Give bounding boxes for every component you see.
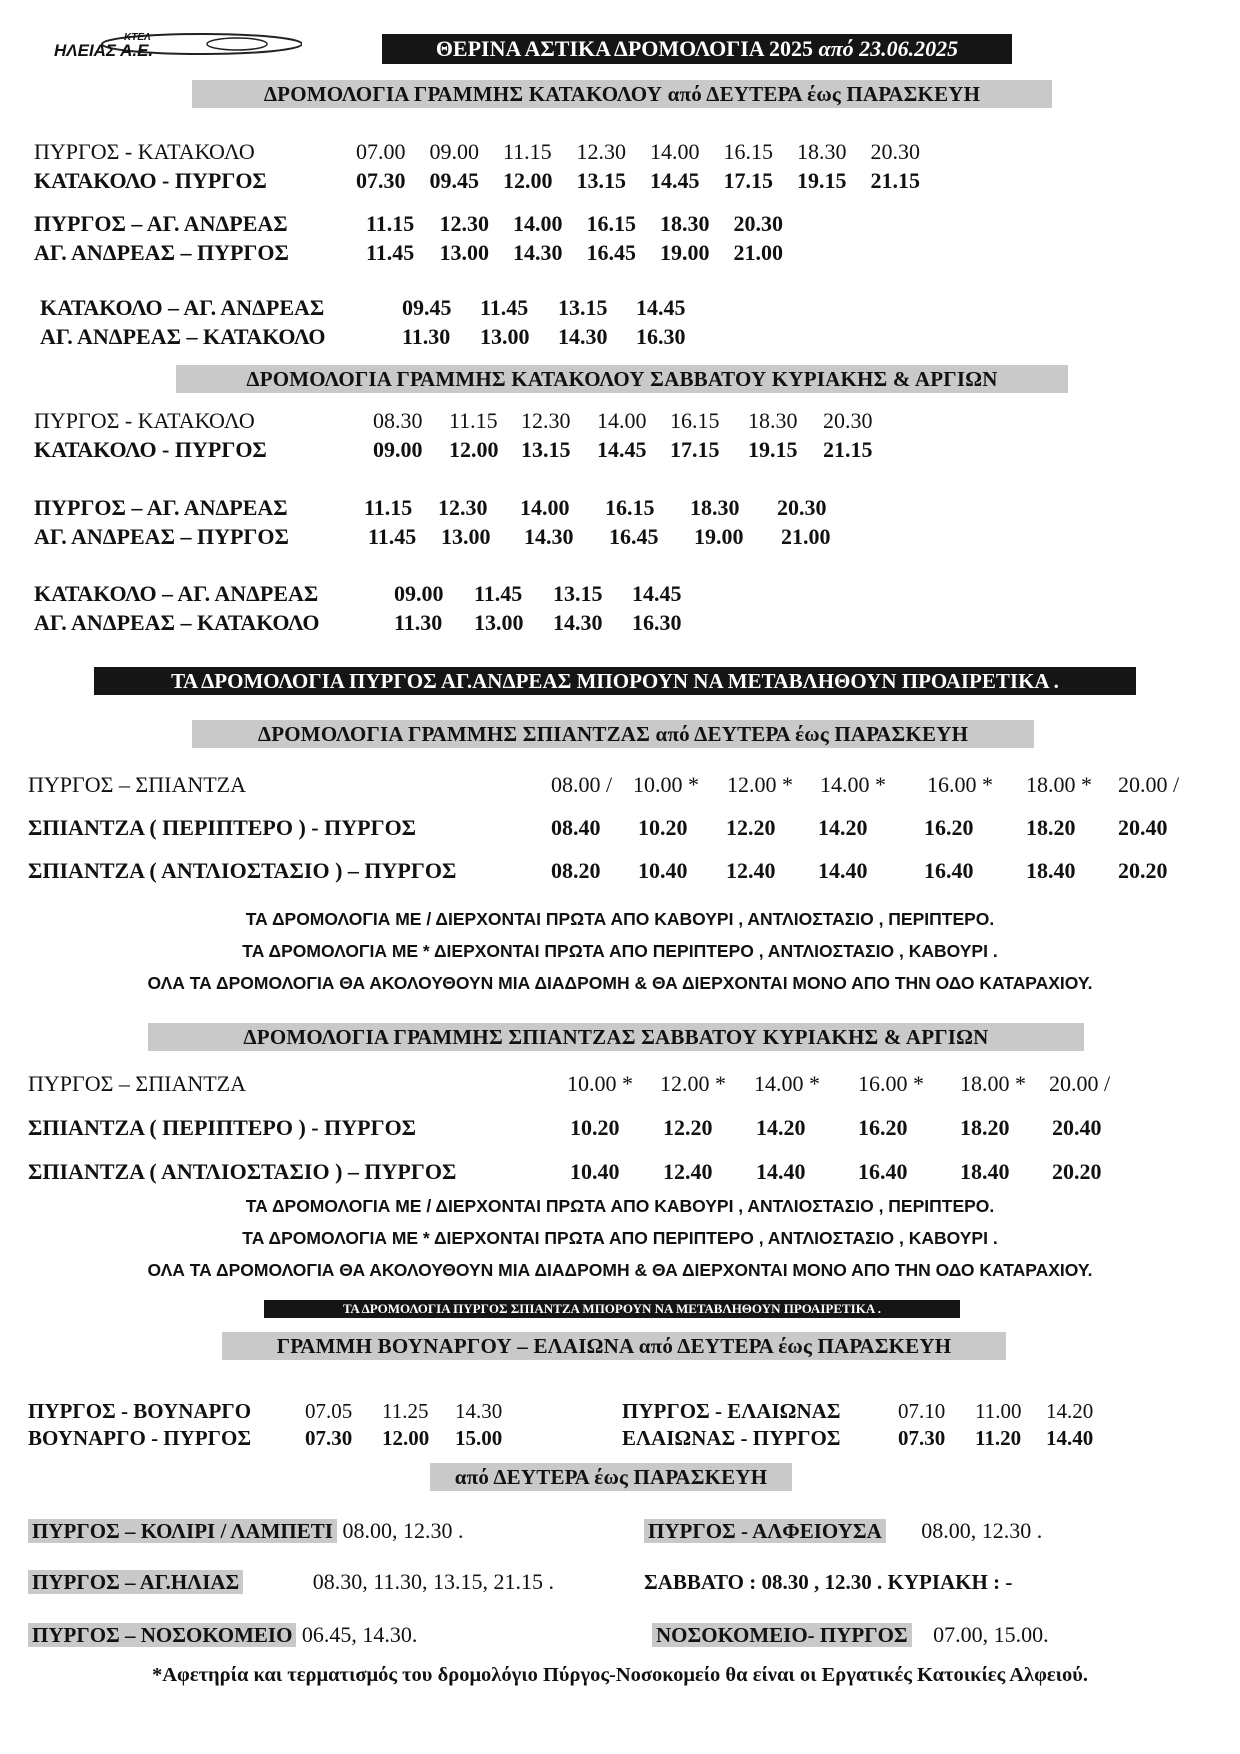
departure-time: 14.20: [818, 815, 868, 840]
departure-time: 13.15: [553, 581, 603, 606]
title-text: ΘΕΡΙΝΑ ΑΣΤΙΚΑ ΔΡΟΜΟΛΟΓΙΑ 2025: [435, 36, 813, 61]
departure-time: 07.30: [356, 168, 406, 193]
departure-time: 08.00 /: [551, 772, 613, 797]
footer-note: *Αφετηρία και τερματισμός του δρομολόγιο Πύργος-Νοσοκομείο θα είναι οι Εργατικές Κατοικίες Αλφειού.: [151, 1664, 1089, 1686]
departure-time: 14.00 *: [754, 1071, 820, 1096]
departure-time: 12.30: [439, 211, 489, 236]
departure-time: 09.00: [373, 437, 423, 462]
departure-time: 14.45: [650, 168, 700, 193]
hospital-back-line: [652, 1621, 1049, 1649]
departure-time: 09.45: [429, 168, 479, 193]
logo-line2: ΗΛΕΙΑΣ Α.Ε.: [54, 41, 154, 60]
departure-time: 16.15: [670, 408, 720, 433]
departure-time: 14.45: [636, 295, 686, 320]
route-label: ΠΥΡΓΟΣ – ΣΠΙΑΝΤΖΑ: [28, 1071, 246, 1096]
departure-time: 12.00: [382, 1426, 430, 1450]
departure-time: 19.00: [660, 240, 710, 265]
departure-time: 20.00 /: [1118, 772, 1180, 797]
departure-time: 20.30: [870, 139, 920, 164]
departure-time: 07.30: [305, 1426, 353, 1450]
spiantza-weekday-header: ΔΡΟΜΟΛΟΓΙΑ ΓΡΑΜΜΗΣ ΣΠΙΑΝΤΖΑΣ από ΔΕΥΤΕΡΑ έως ΠΑΡΑΣΚΕΥΗ: [192, 720, 1034, 748]
spiantza-notice: ΤΑ ΔΡΟΜΟΛΟΓΙΑ ΠΥΡΓΟΣ ΣΠΙΑΝΤΖΑ ΜΠΟΡΟΥΝ ΝΑ ΜΕΤΑΒΛΗΘΟΥΝ ΠΡΟΑΙΡΕΤΙΚΑ .: [264, 1300, 960, 1318]
route-label: ΠΥΡΓΟΣ - ΚΑΤΑΚΟΛΟ: [34, 139, 255, 164]
departure-time: 16.30: [632, 610, 682, 635]
departure-time: 20.40: [1052, 1115, 1102, 1140]
departure-time: 11.00: [975, 1399, 1022, 1423]
departure-time: 16.00 *: [927, 772, 993, 797]
departure-time: 12.00: [503, 168, 553, 193]
route-label: ΠΥΡΓΟΣ – ΣΠΙΑΝΤΖΑ: [28, 772, 246, 797]
departure-time: 12.00: [449, 437, 499, 462]
departure-time: 20.30: [777, 495, 827, 520]
departure-time: 13.15: [558, 295, 608, 320]
departure-time: 16.15: [723, 139, 773, 164]
departure-time: 16.40: [924, 858, 974, 883]
departure-time: 13.15: [521, 437, 571, 462]
departure-time: 18.30: [690, 495, 740, 520]
departure-time: 20.30: [733, 211, 783, 236]
departure-time: 16.20: [858, 1115, 908, 1140]
route-label: ΚΑΤΑΚΟΛΟ - ΠΥΡΓΟΣ: [34, 437, 267, 462]
vounargo-header: ΓΡΑΜΜΗ ΒΟΥΝΑΡΓΟΥ – ΕΛΑΙΩΝΑ από ΔΕΥΤΕΡΑ έως ΠΑΡΑΣΚΕΥΗ: [222, 1332, 1006, 1360]
departure-time: 12.30: [438, 495, 488, 520]
departure-time: 18.30: [660, 211, 710, 236]
spiantza-weekday-note-1: ΤΑ ΔΡΟΜΟΛΟΓΙΑ ΜΕ / ΔΙΕΡΧΟΝΤΑΙ ΠΡΩΤΑ ΑΠΟ ΚΑΒΟΥΡΙ , ΑΝΤΛΙΟΣΤΑΣΙΟ , ΠΕΡΙΠΤΕΡΟ.: [245, 909, 995, 929]
departure-time: 09.00: [429, 139, 479, 164]
departure-time: 14.20: [1046, 1399, 1094, 1423]
departure-time: 20.30: [823, 408, 873, 433]
departure-time: 11.45: [366, 240, 415, 265]
departure-time: 11.30: [394, 610, 443, 635]
departure-time: 20.20: [1052, 1159, 1102, 1184]
title-date: από 23.06.2025: [818, 36, 959, 61]
departure-time: 16.15: [586, 211, 636, 236]
departure-time: 17.15: [670, 437, 720, 462]
logo-line1: ΚΤΕΛ: [124, 32, 151, 43]
route-label: ΣΠΙΑΝΤΖΑ ( ΠΕΡΙΠΤΕΡΟ ) - ΠΥΡΓΟΣ: [28, 815, 417, 840]
departure-time: 16.30: [636, 324, 686, 349]
departure-time: 10.20: [570, 1115, 620, 1140]
departure-time: 14.00: [520, 495, 570, 520]
ilias-line: [28, 1568, 554, 1596]
route-label: ΣΠΙΑΝΤΖΑ ( ΑΝΤΛΙΟΣΤΑΣΙΟ ) – ΠΥΡΓΟΣ: [28, 1159, 457, 1184]
departure-time: 12.00 *: [727, 772, 793, 797]
departure-time: 07.30: [898, 1426, 946, 1450]
spiantza-weekday-note-2: ΤΑ ΔΡΟΜΟΛΟΓΙΑ ΜΕ * ΔΙΕΡΧΟΝΤΑΙ ΠΡΩΤΑ ΑΠΟ ΠΕΡΙΠΤΕΡΟ , ΑΝΤΛΙΟΣΤΑΣΙΟ , ΚΑΒΟΥΡΙ .: [242, 941, 998, 961]
route-label: ΑΓ. ΑΝΔΡΕΑΣ – ΠΥΡΓΟΣ: [34, 524, 289, 549]
departure-time: 18.40: [960, 1159, 1010, 1184]
departure-time: 08.40: [551, 815, 601, 840]
route-label: ΚΑΤΑΚΟΛΟ – ΑΓ. ΑΝΔΡΕΑΣ: [40, 295, 325, 320]
route-label: ΚΑΤΑΚΟΛΟ – ΑΓ. ΑΝΔΡΕΑΣ: [34, 581, 319, 606]
departure-time: 14.00 *: [820, 772, 886, 797]
departure-time: 19.15: [797, 168, 847, 193]
hospital-line: [28, 1621, 417, 1649]
route-label: ΑΓ. ΑΝΔΡΕΑΣ – ΚΑΤΑΚΟΛΟ: [34, 610, 320, 635]
departure-time: 10.40: [570, 1159, 620, 1184]
departure-time: 16.20: [924, 815, 974, 840]
departure-time: 18.20: [1026, 815, 1076, 840]
route-label: ΣΠΙΑΝΤΖΑ ( ΠΕΡΙΠΤΕΡΟ ) - ΠΥΡΓΟΣ: [28, 1115, 417, 1140]
departure-time: 14.40: [756, 1159, 806, 1184]
departure-time: 16.45: [586, 240, 636, 265]
route-label: ΕΛΑΙΩΝΑΣ - ΠΥΡΓΟΣ: [622, 1426, 841, 1450]
departure-time: 14.30: [455, 1399, 503, 1423]
departure-time: 13.00: [474, 610, 524, 635]
koliri-label: ΠΥΡΓΟΣ – ΚΟΛΙΡΙ / ΛΑΜΠΕΤΙ: [28, 1519, 337, 1543]
spiantza-weekday-note-3: ΟΛΑ ΤΑ ΔΡΟΜΟΛΟΓΙΑ ΘΑ ΑΚΟΛΟΥΘΟΥΝ ΜΙΑ ΔΙΑΔΡΟΜΗ & ΘΑ ΔΙΕΡΧΟΝΤΑΙ ΜΟΝΟ ΑΠΟ ΤΗΝ ΟΔΟ ΚΑΤΑΡΑΧΙΟΥ.: [147, 973, 1093, 993]
koliri-line: [28, 1517, 463, 1545]
departure-time: 19.00: [694, 524, 744, 549]
departure-time: 14.45: [597, 437, 647, 462]
departure-time: 12.40: [663, 1159, 713, 1184]
departure-time: 19.15: [748, 437, 798, 462]
spiantza-weekend-note-3: ΟΛΑ ΤΑ ΔΡΟΜΟΛΟΓΙΑ ΘΑ ΑΚΟΛΟΥΘΟΥΝ ΜΙΑ ΔΙΑΔΡΟΜΗ & ΘΑ ΔΙΕΡΧΟΝΤΑΙ ΜΟΝΟ ΑΠΟ ΤΗΝ ΟΔΟ ΚΑΤΑΡΑΧΙΟΥ.: [147, 1260, 1093, 1280]
ktel-logo: [52, 30, 302, 60]
departure-time: 14.40: [1046, 1426, 1094, 1450]
hospital-times: 06.45, 14.30.: [301, 1622, 418, 1647]
departure-time: 13.15: [576, 168, 626, 193]
departure-time: 14.00: [513, 211, 563, 236]
katakolo-weekday-header: ΔΡΟΜΟΛΟΓΙΑ ΓΡΑΜΜΗΣ ΚΑΤΑΚΟΛΟΥ από ΔΕΥΤΕΡΑ έως ΠΑΡΑΣΚΕΥΗ: [192, 80, 1052, 108]
departure-time: 14.00: [650, 139, 700, 164]
departure-time: 16.40: [858, 1159, 908, 1184]
departure-time: 16.15: [605, 495, 655, 520]
departure-time: 08.20: [551, 858, 601, 883]
departure-time: 11.15: [449, 408, 498, 433]
route-label: ΠΥΡΓΟΣ - ΒΟΥΝΑΡΓΟ: [28, 1399, 252, 1423]
departure-time: 07.10: [898, 1399, 946, 1423]
departure-time: 18.20: [960, 1115, 1010, 1140]
spiantza-weekend-header: ΔΡΟΜΟΛΟΓΙΑ ΓΡΑΜΜΗΣ ΣΠΙΑΝΤΖΑΣ ΣΑΒΒΑΤΟΥ ΚΥΡΙΑΚΗΣ & ΑΡΓΙΩΝ: [148, 1023, 1084, 1051]
departure-time: 18.00 *: [960, 1071, 1026, 1096]
departure-time: 12.20: [726, 815, 776, 840]
katakolo-notice: ΤΑ ΔΡΟΜΟΛΟΓΙΑ ΠΥΡΓΟΣ ΑΓ.ΑΝΔΡΕΑΣ ΜΠΟΡΟΥΝ ΝΑ ΜΕΤΑΒΛΗΘΟΥΝ ΠΡΟΑΙΡΕΤΙΚΑ .: [94, 667, 1136, 695]
alfeiousa-line: [644, 1517, 1042, 1545]
departure-time: 12.30: [576, 139, 626, 164]
route-label: ΚΑΤΑΚΟΛΟ - ΠΥΡΓΟΣ: [34, 168, 267, 193]
departure-time: 11.15: [366, 211, 415, 236]
alfeiousa-label: ΠΥΡΓΟΣ - ΑΛΦΕΙΟΥΣΑ: [644, 1519, 886, 1543]
departure-time: 21.15: [823, 437, 873, 462]
departure-time: 14.45: [632, 581, 682, 606]
departure-time: 18.30: [748, 408, 798, 433]
departure-time: 10.00 *: [567, 1071, 633, 1096]
departure-time: 07.00: [356, 139, 406, 164]
ilias-times: 08.30, 11.30, 13.15, 21.15 .: [312, 1569, 554, 1594]
route-label: ΠΥΡΓΟΣ - ΚΑΤΑΚΟΛΟ: [34, 408, 255, 433]
departure-time: 13.00: [441, 524, 491, 549]
departure-time: 13.00: [480, 324, 530, 349]
departure-time: 10.00 *: [633, 772, 699, 797]
departure-time: 21.00: [781, 524, 831, 549]
hospital-label: ΠΥΡΓΟΣ – ΝΟΣΟΚΟΜΕΙΟ: [28, 1623, 296, 1647]
departure-time: 09.00: [394, 581, 444, 606]
departure-time: 09.45: [402, 295, 452, 320]
departure-time: 07.05: [305, 1399, 353, 1423]
departure-time: 14.20: [756, 1115, 806, 1140]
other-lines-header: από ΔΕΥΤΕΡΑ έως ΠΑΡΑΣΚΕΥΗ: [430, 1463, 792, 1491]
departure-time: 14.30: [524, 524, 574, 549]
departure-time: 12.00 *: [660, 1071, 726, 1096]
departure-time: 15.00: [455, 1426, 503, 1450]
departure-time: 14.30: [553, 610, 603, 635]
spiantza-weekend-note-1: ΤΑ ΔΡΟΜΟΛΟΓΙΑ ΜΕ / ΔΙΕΡΧΟΝΤΑΙ ΠΡΩΤΑ ΑΠΟ ΚΑΒΟΥΡΙ , ΑΝΤΛΙΟΣΤΑΣΙΟ , ΠΕΡΙΠΤΕΡΟ.: [245, 1196, 995, 1216]
departure-time: 16.45: [609, 524, 659, 549]
departure-time: 18.40: [1026, 858, 1076, 883]
departure-time: 21.00: [733, 240, 783, 265]
departure-time: 11.45: [368, 524, 417, 549]
departure-time: 20.00 /: [1049, 1071, 1111, 1096]
departure-time: 12.30: [521, 408, 571, 433]
departure-time: 11.20: [975, 1426, 1022, 1450]
departure-time: 08.30: [373, 408, 423, 433]
departure-time: 10.40: [638, 858, 688, 883]
alfeiousa-times: 08.00, 12.30 .: [921, 1518, 1043, 1543]
departure-time: 20.20: [1118, 858, 1168, 883]
route-label: ΒΟΥΝΑΡΓΟ - ΠΥΡΓΟΣ: [28, 1426, 252, 1450]
route-label: ΑΓ. ΑΝΔΡΕΑΣ – ΚΑΤΑΚΟΛΟ: [40, 324, 326, 349]
route-label: ΠΥΡΓΟΣ – ΑΓ. ΑΝΔΡΕΑΣ: [34, 495, 288, 520]
departure-time: 18.00 *: [1026, 772, 1092, 797]
departure-time: 11.15: [503, 139, 552, 164]
bus-logo-icon: [52, 30, 302, 60]
koliri-times: 08.00, 12.30 .: [342, 1518, 464, 1543]
departure-time: 12.40: [726, 858, 776, 883]
hospital-back-times: 07.00, 15.00.: [933, 1622, 1049, 1647]
ilias-label: ΠΥΡΓΟΣ – ΑΓ.ΗΛΙΑΣ: [28, 1570, 243, 1594]
route-label: ΑΓ. ΑΝΔΡΕΑΣ – ΠΥΡΓΟΣ: [34, 240, 289, 265]
katakolo-weekend-header: ΔΡΟΜΟΛΟΓΙΑ ΓΡΑΜΜΗΣ ΚΑΤΑΚΟΛΟΥ ΣΑΒΒΑΤΟΥ ΚΥΡΙΑΚΗΣ & ΑΡΓΙΩΝ: [176, 365, 1068, 393]
departure-time: 14.30: [513, 240, 563, 265]
departure-time: 17.15: [723, 168, 773, 193]
departure-time: 13.00: [439, 240, 489, 265]
departure-time: 11.15: [364, 495, 413, 520]
route-label: ΠΥΡΓΟΣ - ΕΛΑΙΩΝΑΣ: [622, 1399, 841, 1423]
spiantza-weekend-note-2: ΤΑ ΔΡΟΜΟΛΟΓΙΑ ΜΕ * ΔΙΕΡΧΟΝΤΑΙ ΠΡΩΤΑ ΑΠΟ ΠΕΡΙΠΤΕΡΟ , ΑΝΤΛΙΟΣΤΑΣΙΟ , ΚΑΒΟΥΡΙ .: [242, 1228, 998, 1248]
departure-time: 14.00: [597, 408, 647, 433]
departure-time: 20.40: [1118, 815, 1168, 840]
departure-time: 11.45: [480, 295, 529, 320]
hospital-back-label: ΝΟΣΟΚΟΜΕΙΟ- ΠΥΡΓΟΣ: [652, 1623, 912, 1647]
departure-time: 12.20: [663, 1115, 713, 1140]
saturday-line: ΣΑΒΒΑΤΟ : 08.30 , 12.30 . ΚΥΡΙΑΚΗ : -: [644, 1570, 1013, 1594]
route-label: ΠΥΡΓΟΣ – ΑΓ. ΑΝΔΡΕΑΣ: [34, 211, 288, 236]
departure-time: 11.25: [382, 1399, 429, 1423]
route-label: ΣΠΙΑΝΤΖΑ ( ΑΝΤΛΙΟΣΤΑΣΙΟ ) – ΠΥΡΓΟΣ: [28, 858, 457, 883]
page-title: [382, 34, 1012, 64]
departure-time: 10.20: [638, 815, 688, 840]
departure-time: 14.40: [818, 858, 868, 883]
departure-time: 18.30: [797, 139, 847, 164]
departure-time: 21.15: [870, 168, 920, 193]
departure-time: 14.30: [558, 324, 608, 349]
departure-time: 16.00 *: [858, 1071, 924, 1096]
departure-time: 11.30: [402, 324, 451, 349]
departure-time: 11.45: [474, 581, 523, 606]
